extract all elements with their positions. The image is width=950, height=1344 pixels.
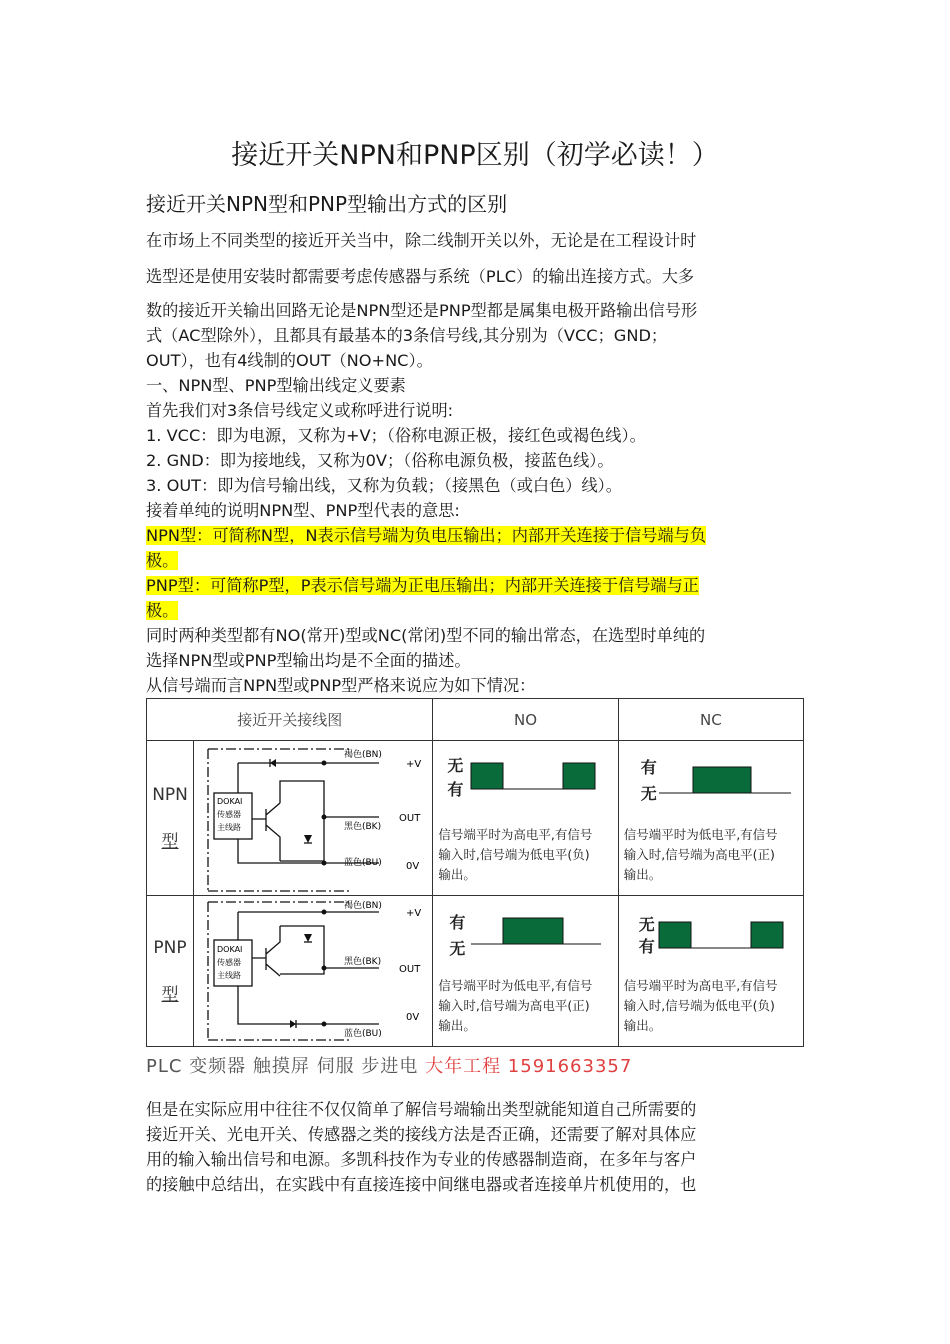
paragraph-line: 用的输入输出信号和电源。多凯科技作为专业的传感器制造商，在多年与客户 [146,1150,697,1169]
desc-line: 输入时,信号端为高电平(正) [623,847,775,862]
pnp-no-description [438,976,616,1036]
desc-line: 信号端平时为高电平,有信号 [438,827,593,842]
header-diagram: 接近开关接线图 [147,699,433,741]
wiring-table [146,698,804,1047]
row-label-text: PNP [153,937,187,958]
desc-line: 输入时,信号端为低电平(负) [623,998,775,1013]
highlight: 极。 [146,601,179,620]
pnp-circuit-cell [194,896,433,1047]
npn-definition [146,523,811,548]
npn-nc-description [624,825,802,885]
paragraph-line: 但是在实际应用中往往不仅仅简单了解信号端输出类型就能知道自己所需要的 [146,1100,697,1119]
page-title: 接近开关NPN和PNP区别（初学必读！） [231,140,719,171]
dokai-label: DOKAI [217,797,243,806]
diode-icon [290,1020,296,1028]
npn-no-description [438,825,616,885]
header-nc: NC [618,699,803,741]
out-label: OUT [399,964,421,975]
npn-no-cell [433,741,618,896]
row-label-sub: 型 [161,984,179,1005]
row-label-text: NPN [152,784,188,805]
zener-icon [304,934,312,942]
row-label-npn [147,741,194,896]
v-plus-label: +V [406,908,422,919]
label-none: 无 [449,939,466,958]
row-label-pnp [147,896,194,1047]
paragraph-line: 式（AC型除外），且都具有最基本的3条信号线,其分别为（VCC；GND； [146,326,668,345]
signal-pulse [751,922,783,948]
label-has: 有 [640,758,657,777]
section-1-heading: 一、NPN型、PNP型输出线定义要素 [146,376,406,395]
desc-line: 输出。 [623,1018,662,1033]
paragraph-line: 同时两种类型都有NO(常开)型或NC(常闭)型不同的输出常态，在选型时单纯的 [146,626,706,645]
pnp-no-waveform [433,908,617,968]
signal-pulse [503,918,563,944]
definition-vcc: 1. VCC：即为电源，又称为+V；（俗称电源正极，接红色或褐色线）。 [146,426,646,445]
paragraph-line: 从信号端而言NPN型或PNP型严格来说应为如下情况： [146,676,536,695]
main-circuit-label: 主线路 [217,971,242,980]
dokai-label: DOKAI [217,945,243,954]
out-label: OUT [399,813,421,824]
section-heading: 接近开关NPN型和PNP型输出方式的区别 [146,192,508,216]
definition-gnd: 2. GND：即为接地线，又称为0V；（俗称电源负极，接蓝色线）。 [146,451,614,470]
header-no: NO [433,699,618,741]
npn-nc-cell [618,741,803,896]
sensor-label: 传感器 [217,810,242,819]
signal-pulse [563,763,595,789]
desc-line: 信号端平时为高电平,有信号 [623,978,778,993]
paragraph-line: 接近开关、光电开关、传感器之类的接线方法是否正确，还需要了解对具体应 [146,1125,697,1144]
highlight: NPN型：可简称N型，N表示信号端为负电压输出；内部开关连接于信号端与负 [146,526,707,545]
npn-no-waveform [433,753,617,813]
desc-line: 输出。 [438,867,476,882]
row-label-sub: 型 [161,831,179,852]
wire-bu-label: 蓝色(BU) [344,1029,382,1039]
npn-circuit-cell [194,741,433,896]
desc-line: 信号端平时为低电平,有信号 [623,827,778,842]
paragraph-line: 首先我们对3条信号线定义或称呼进行说明: [146,401,454,420]
label-has: 有 [447,780,464,799]
pnp-nc-cell [618,896,803,1047]
v-plus-label: +V [406,759,422,770]
wire-bk-label: 黑色(BK) [344,957,382,967]
pnp-no-cell [433,896,618,1047]
label-has: 有 [449,913,466,932]
label-none: 无 [447,756,464,775]
desc-line: 输入时,信号端为低电平(负) [438,847,590,862]
paragraph-line: OUT），也有4线制的OUT（NO+NC）。 [146,351,433,370]
bu-line [238,986,379,1024]
paragraph-line: 在市场上不同类型的接近开关当中，除二线制开关以外，无论是在工程设计时 [146,231,697,250]
desc-line: 输入时,信号端为高电平(正) [438,998,590,1013]
zero-v-label: 0V [406,861,420,872]
cropped-text-b: 大年工程 1591663357 [425,1056,633,1077]
label-none: 无 [640,784,657,803]
label-none: 无 [638,915,655,934]
signal-pulse [471,763,503,789]
npn-definition-cont [146,548,811,573]
wire-bu-label: 蓝色(BU) [344,858,382,868]
npn-circuit-diagram [194,741,432,895]
cropped-text [146,1052,632,1078]
desc-line: 信号端平时为低电平,有信号 [438,978,593,993]
pnp-definition-cont [146,598,811,623]
paragraph-line: 选择NPN型或PNP型输出均是不全面的描述。 [146,651,471,670]
cropped-text-a: PLC 变频器 触摸屏 伺服 步进电 [146,1056,419,1077]
pnp-circuit-diagram [194,896,432,1046]
pnp-definition [146,573,811,598]
paragraph-line: 的接触中总结出，在实践中有直接连接中间继电器或者连接单片机使用的，也 [146,1175,697,1194]
signal-pulse [693,767,751,793]
signal-pulse [659,922,691,948]
wire-bn-label: 褐色(BN) [344,901,382,911]
desc-line: 输出。 [438,1018,476,1033]
highlight: PNP型：可简称P型，P表示信号端为正电压输出；内部开关连接于信号端与正 [146,576,699,595]
pnp-nc-description [624,976,802,1036]
pnp-nc-waveform [619,908,803,968]
enclosure-border [208,749,349,891]
sensor-label: 传感器 [217,958,242,967]
main-circuit-label: 主线路 [217,823,242,832]
zero-v-label: 0V [406,1012,420,1023]
label-has: 有 [638,937,655,956]
zener-icon [304,835,312,843]
cropped-watermark-strip [146,1046,804,1077]
highlight: 极。 [146,551,179,570]
definition-out: 3. OUT：即为信号输出线，又称为负载；（接黑色（或白色）线）。 [146,476,622,495]
paragraph-line: 选型还是使用安装时都需要考虑传感器与系统（PLC）的输出连接方式。大多 [146,267,695,286]
npn-nc-waveform [619,753,803,813]
desc-line: 输出。 [623,867,662,882]
wire-bk-label: 黑色(BK) [344,822,382,832]
wire-bn-label: 褐色(BN) [344,750,382,760]
paragraph-line: 数的接近开关输出回路无论是NPN型还是PNP型都是属集电极开路输出信号形 [146,301,698,320]
diode-icon [270,759,276,767]
paragraph-line: 接着单纯的说明NPN型、PNP型代表的意思: [146,501,460,520]
